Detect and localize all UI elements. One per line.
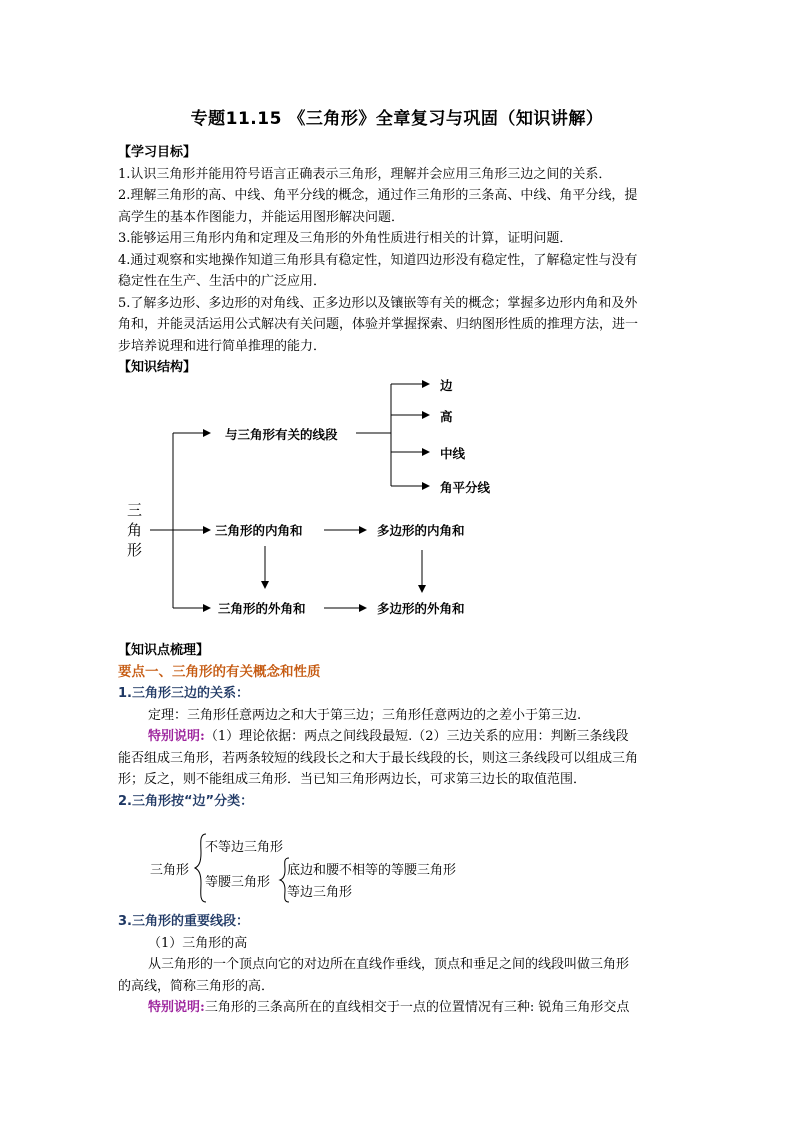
objective-line: 步培养说理和进行简单推理的能力．	[118, 338, 327, 354]
section-2-title: 2.三角形按“边”分类：	[118, 793, 254, 809]
node-median: 中线	[440, 446, 466, 461]
root-char: 形	[127, 541, 143, 559]
class-scalene: 不等边三角形	[205, 840, 284, 855]
section-3	[118, 911, 678, 1019]
class-root: 三角形	[150, 863, 190, 878]
objective-line: 角和，并能灵活运用公式解决有关问题，体验并掌握探索、归纳图形性质的推理方法，进一	[118, 317, 639, 332]
section-3-title: 3.三角形的重要线段：	[118, 914, 249, 929]
node-segments: 与三角形有关的线段	[225, 427, 338, 442]
section-3-note	[118, 997, 678, 1019]
section-3-text: 从三角形的一个顶点向它的对边所在直线作垂线，顶点和垂足之间的线段叫做三角形	[148, 957, 630, 972]
section-1-title: 1.三角形三边的关系：	[118, 686, 249, 701]
node-polygon-interior: 多边形的内角和	[377, 523, 465, 538]
point-one-heading: 要点一、三角形的有关概念和性质	[118, 663, 321, 680]
node-side: 边	[440, 378, 453, 393]
class-equilateral: 等边三角形	[287, 885, 353, 900]
node-height: 高	[440, 409, 453, 424]
objective-line: 5.了解多边形、多边形的对角线、正多边形以及镶嵌等有关的概念；掌握多边形内角和及外	[118, 295, 638, 311]
objectives-header: 【学习目标】	[118, 145, 197, 160]
node-interior: 三角形的内角和	[215, 523, 303, 538]
root-char: 三	[127, 501, 143, 519]
note-text: 三角形的三条高所在的直线相交于一点的位置情况有三种: 锐角三角形交点	[204, 1000, 630, 1015]
section-3-text: 的高线，简称三角形的高．	[118, 978, 275, 994]
root-char: 角	[127, 521, 143, 539]
objective-line: 3.能够运用三角形内角和定理及三角形的外角性质进行相关的计算，证明问题．	[118, 231, 573, 246]
section-3-subheading: （1）三角形的高	[148, 935, 248, 951]
objective-line: 高学生的基本作图能力，并能运用图形解决问题．	[118, 209, 405, 225]
objective-line: 4.通过观察和实地操作知道三角形具有稳定性，知道四边形没有稳定性，了解稳定性与没有	[118, 252, 638, 268]
knowledge-header: 【知识点梳理】	[118, 643, 210, 658]
objective-line: 1.认识三角形并能用符号语言正确表示三角形，理解并会应用三角形三边之间的关系．	[118, 166, 612, 182]
note-text-line: 形；反之，则不能组成三角形．当已知三角形两边长，可求第三边长的取值范围．	[118, 772, 587, 787]
node-polygon-exterior: 多边形的外角和	[377, 601, 465, 616]
structure-header: 【知识结构】	[118, 360, 197, 375]
objective-line: 稳定性在生产、生活中的广泛应用．	[118, 274, 327, 289]
class-isosceles-nonequal: 底边和腰不相等的等腰三角形	[287, 863, 457, 878]
note-label: 特别说明:	[148, 729, 205, 744]
node-exterior: 三角形的外角和	[218, 601, 306, 616]
page-title: 专题11.15 《三角形》全章复习与巩固（知识讲解）	[190, 109, 604, 129]
section-1-definition: 定理：三角形任意两边之和大于第三边；三角形任意两边的之差小于第三边.	[148, 707, 582, 723]
note-label: 特别说明:	[148, 1000, 205, 1015]
objective-line: 2.理解三角形的高、中线、角平分线的概念，通过作三角形的三条高、中线、角平分线，提	[118, 188, 638, 203]
node-bisector: 角平分线	[440, 480, 491, 495]
note-text-line: 能否组成三角形，若两条较短的线段长之和大于最长线段的长，则这三条线段可以组成三角	[118, 750, 639, 766]
note-text: （1）理论依据：两点之间线段最短.（2）三边关系的应用：判断三条线段	[204, 729, 629, 744]
class-isosceles: 等腰三角形	[205, 875, 271, 890]
